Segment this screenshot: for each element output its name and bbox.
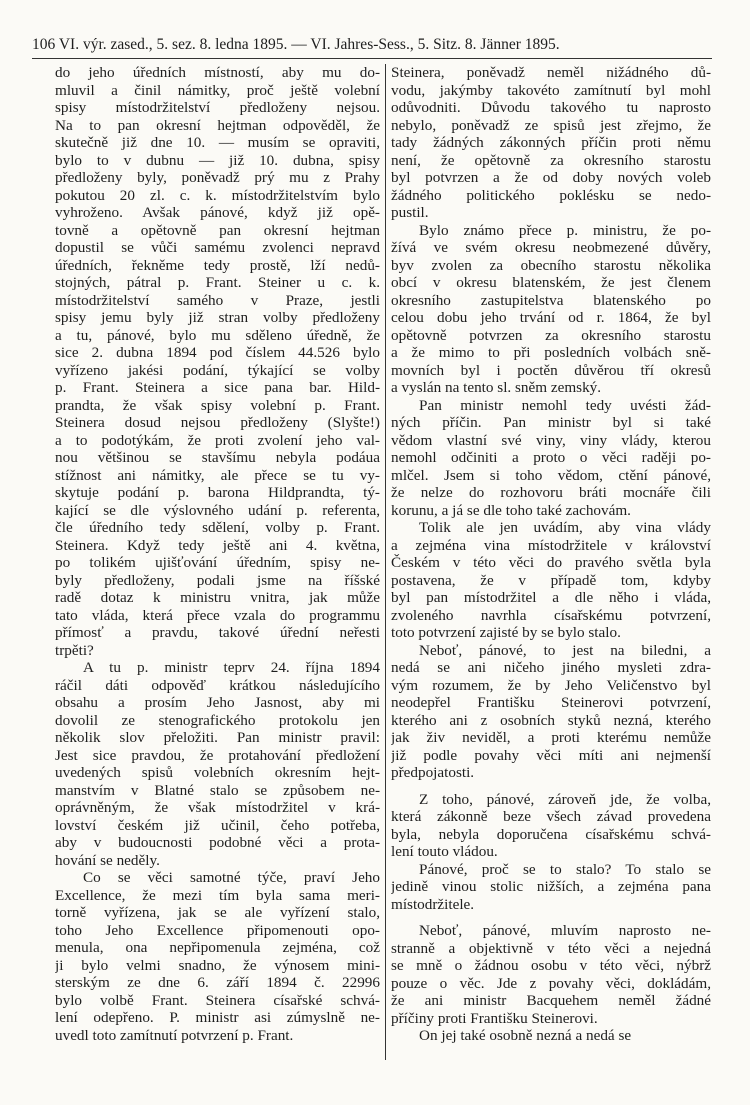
text-line: místodržitele. xyxy=(391,895,475,913)
text-line: torně vyřízena, jak se ale vyřízení stalo, xyxy=(55,904,380,921)
text-line: jedině vinou stolic nižších, a zejména pana xyxy=(391,878,711,895)
text-line: předpojatosti. xyxy=(391,764,475,781)
text-line: sterským ze dne 6. září 1894 č. 22996 xyxy=(55,974,380,991)
text-line: dovolil ze stenografického protokolu jen xyxy=(55,711,380,729)
text-line: žívá ve svém okresu neobmezené důvěry, xyxy=(391,239,711,256)
right-column xyxy=(391,64,711,1045)
paragraph xyxy=(391,222,711,397)
text-line: bylo to v dubnu — již 10. dubna, spisy xyxy=(55,151,380,169)
text-line: Steinera, poněvadž neměl nižádného dů- xyxy=(391,64,711,81)
text-line: byly předloženy, podali jsme na říšské xyxy=(55,571,380,589)
paragraph xyxy=(391,791,711,861)
text-line: není, že opětovně za okresního starostu xyxy=(391,151,711,169)
text-line: stranně a objektivně v této věci a nejedná xyxy=(391,939,711,957)
text-line: sice 2. dubna 1894 pod číslem 44.526 bylo xyxy=(55,344,380,361)
text-line: spisy jemu byly již stran volby předloženy xyxy=(55,309,380,326)
text-line: několik slov přeložiti. Pan ministr pravil: xyxy=(55,729,380,746)
text-line: vým rozumem, že by Jeho Veličenstvo byl xyxy=(391,676,711,694)
text-line: čle úředního tedy sdělení, volby p. Frant. xyxy=(55,519,380,536)
text-line: obcí v okresu blatenském, že jest členem xyxy=(391,274,711,291)
text-line: kající se dle výslovného udání p. referenta, xyxy=(55,501,380,519)
text-line: místodržitelství samého v Praze, jestli xyxy=(55,291,380,309)
text-line: nemohl odčiniti a proto o věci raději po- xyxy=(391,449,711,466)
text-line: ráčil dáti odpověď krátkou následujícího xyxy=(55,676,380,694)
text-line: stojných, pátral p. Frant. Steiner u c. k. xyxy=(55,274,380,291)
text-line: prandta, že však spisy volební p. Frant. xyxy=(55,396,380,414)
text-line: postavena, že v případě tom, kdyby xyxy=(391,571,711,589)
text-line: Neboť, pánové, mluvím naprosto ne- xyxy=(419,922,711,939)
text-line: zvoleného navrhla císařskému potvrzení, xyxy=(391,606,711,624)
text-line: neodepřel Františku Steinerovi potvrzení, xyxy=(391,694,711,711)
text-line: byv zvolen za obecního starostu několika xyxy=(391,256,711,274)
text-line: Bylo známo přece p. ministru, že po- xyxy=(419,221,711,239)
text-line: spisy místodržitelství předloženy nejsou. xyxy=(55,99,380,116)
text-line: do jeho úředních místností, aby mu do- xyxy=(55,64,380,81)
text-line: a vyslán na tento sl. sněm zemský. xyxy=(391,379,602,396)
text-line: aby v budoucnosti podobné věci a prota- xyxy=(55,834,380,851)
text-line: uvedl toto zamítnutí potvrzení p. Frant. xyxy=(55,1026,294,1044)
text-line: byl pan místodržitel a dle něho i vláda, xyxy=(391,589,711,606)
text-line: opětovně potvrzen za okresního starostu xyxy=(391,326,711,344)
text-line: Neboť, pánové, to jest na biledni, a xyxy=(419,641,711,659)
text-line: skytuje podání p. barona Hildprandta, tý- xyxy=(55,484,380,501)
text-line: lovství českém již učinil, čeho potřeba, xyxy=(55,816,380,834)
text-line: Excellence, že mezi tím byla sama meri- xyxy=(55,886,380,904)
text-line: pokutou 20 zl. c. k. místodržitelstvím bylo xyxy=(55,186,380,204)
text-line: Pan ministr nemohl tedy uvésti žád- xyxy=(419,396,711,414)
paragraph xyxy=(391,397,711,520)
text-line: tady žádných zákonných příčin proti němu xyxy=(391,134,711,151)
text-line: po tolikém ujišťování úředním, spisy ne- xyxy=(55,554,380,571)
paragraph xyxy=(391,861,711,914)
text-line: On jej také osobně nezná a nedá se xyxy=(419,1027,632,1044)
text-line: obsahu a prosím Jeho Jasnost, aby mi xyxy=(55,694,380,711)
text-line: Steinera dosud nejsou předloženy (Slyšte!) xyxy=(55,414,380,431)
text-line: a zejména vina místodržitele v království xyxy=(391,536,711,554)
running-header xyxy=(32,36,712,54)
text-line: která zákonně beze všech závad provedena xyxy=(391,808,711,825)
text-line: že ani ministr Bacquehem neměl žádné xyxy=(391,992,711,1009)
text-line: a že mimo to při posledních volbách sně- xyxy=(391,344,711,361)
header-rule xyxy=(32,58,712,59)
text-line: lení odepřeno. P. ministr asi zúmyslně ne- xyxy=(55,1009,380,1026)
text-line: Steinera. Když tedy ještě ani 4. května, xyxy=(55,536,380,554)
text-line: Na to pan okresní hejtman odpověděl, že xyxy=(55,116,380,134)
text-line: Jest sice pravdou, že protahování předložení xyxy=(55,746,380,764)
text-line: a to podotýkám, že proti zvolení jeho val- xyxy=(55,431,380,449)
text-line: vyřízeno jakési podání, týkající se volby xyxy=(55,361,380,379)
text-line: odůvodniti. Důvodu takového tu naprosto xyxy=(391,99,711,116)
paragraph xyxy=(391,642,711,782)
text-line: pouze o věc. Jde z povahy věci, dokládám, xyxy=(391,974,711,992)
text-line: ných příčin. Pan ministr byl si také xyxy=(391,414,711,431)
text-line: trpěti? xyxy=(55,641,94,659)
text-line: A tu p. ministr teprv 24. října 1894 xyxy=(83,659,380,676)
text-line: pustil. xyxy=(391,204,429,221)
text-line: vodu, jakýmby takovéto zamítnutí byl mohl xyxy=(391,81,711,99)
text-line: mlčel. Jsem si toho vědom, ctění pánové, xyxy=(391,466,711,484)
running-header-text: 106 VI. výr. zased., 5. sez. 8. ledna 1895. — VI. Jahres-Sess., 5. Sitz. 8. Jänner 1895. xyxy=(32,36,560,53)
text-line: okresního zastupitelstva blatenského po xyxy=(391,291,711,309)
text-line: Z toho, pánové, zároveň jde, že volba, xyxy=(419,790,711,808)
text-line: vědom vlastní své viny, viny vlády, kterou xyxy=(391,431,711,449)
text-line: Českém v této věci do pravého světla byla xyxy=(391,554,711,571)
text-line: jak živ neviděl, a proti kterému nemůže xyxy=(391,729,711,746)
text-line: menula, ona nepřipomenula zejména, což xyxy=(55,939,380,956)
paragraph xyxy=(55,64,380,659)
text-line: korunu, a já se dle toho také zachovám. xyxy=(391,501,631,519)
text-line: úředních, řekněme tedy prostě, lží nedů- xyxy=(55,256,380,274)
text-line: nou většinou se stavšímu nebyla podáua xyxy=(55,449,380,466)
text-line: kterého ani z osobních styků nezná, kterého xyxy=(391,711,711,729)
text-line: byla, nebyla doporučena císařskému schvá- xyxy=(391,825,711,843)
text-line: hování se neděly. xyxy=(55,851,160,869)
text-line: bylo volbě Frant. Steinera císařské schvá- xyxy=(55,991,380,1009)
text-line: Pánové, proč se to stalo? To stalo se xyxy=(419,860,711,878)
paragraph xyxy=(391,1027,711,1045)
left-column xyxy=(55,64,380,1044)
text-line: tovně a opětovně pan okresní hejtman xyxy=(55,221,380,239)
paragraph xyxy=(55,869,380,1044)
text-line: předloženy byly, poněvadž prý mu z Prahy xyxy=(55,169,380,186)
text-line: žádného politického poklésku se nedo- xyxy=(391,186,711,204)
text-line: movních byl i poctěn důvěrou tří okresů xyxy=(391,361,711,379)
text-line: a tu, pánové, bylo mu sděleno úředně, že xyxy=(55,326,380,344)
text-line: se mně o žádnou osobu v této věci, nýbrž xyxy=(391,957,711,974)
text-line: přímosť a pravdu, takové úřední neřesti xyxy=(55,624,380,641)
text-line: Tolik ale jen uvádím, aby vina vlády xyxy=(419,519,711,536)
text-line: stížnost ani námitky, ale přece se tu vy- xyxy=(55,466,380,484)
text-line: manstvím v Blatné stalo se způsobem ne- xyxy=(55,781,380,799)
text-line: tato vláda, která přece vzala do programmu xyxy=(55,606,380,624)
text-line: uvedených spisů volebních okresním hejt- xyxy=(55,764,380,781)
text-line: radě dotaz k ministru vnitra, jak může xyxy=(55,589,380,606)
column-divider xyxy=(385,64,386,1060)
text-line: že nelze do rozhovoru bráti mocnáře čili xyxy=(391,484,711,501)
text-line: byl potvrzen a že od doby nových voleb xyxy=(391,169,711,186)
paragraph xyxy=(391,519,711,642)
text-line: již podle povahy věci míti ani nejmenší xyxy=(391,746,711,764)
text-line: vyhroženo. Avšak pánové, když již opě- xyxy=(55,204,380,221)
text-line: příčiny proti Františku Steinerovi. xyxy=(391,1009,598,1027)
text-line: celou dobu jeho trvání od r. 1864, že byl xyxy=(391,309,711,326)
paragraph xyxy=(55,659,380,869)
paragraph xyxy=(391,64,711,222)
paragraph xyxy=(391,922,711,1027)
text-line: toho Jeho Excellence připomenouti opo- xyxy=(55,921,380,939)
text-line: mluvil a činil námitky, proč ještě volební xyxy=(55,81,380,99)
text-line: oprávněným, že však místodržitel v krá- xyxy=(55,799,380,816)
text-line: skutečně již dne 10. — musím se opraviti, xyxy=(55,134,380,151)
text-line: lení touto vládou. xyxy=(391,843,498,860)
text-line: nedá se ani ničeho jiného mysleti zdra- xyxy=(391,659,711,676)
text-line: nebylo, poněvadž ze spisů jest zřejmo, že xyxy=(391,116,711,134)
text-line: dopustil se vůči samému zvolenci nepravd xyxy=(55,239,380,256)
text-line: Co se věci samotné týče, praví Jeho xyxy=(83,869,380,886)
text-line: p. Frant. Steinera a sice pana bar. Hild- xyxy=(55,379,380,396)
text-line: ji bylo velmi snadno, že výnosem mini- xyxy=(55,956,380,974)
text-line: toto potvrzení zajisté by se bylo stalo. xyxy=(391,624,621,641)
